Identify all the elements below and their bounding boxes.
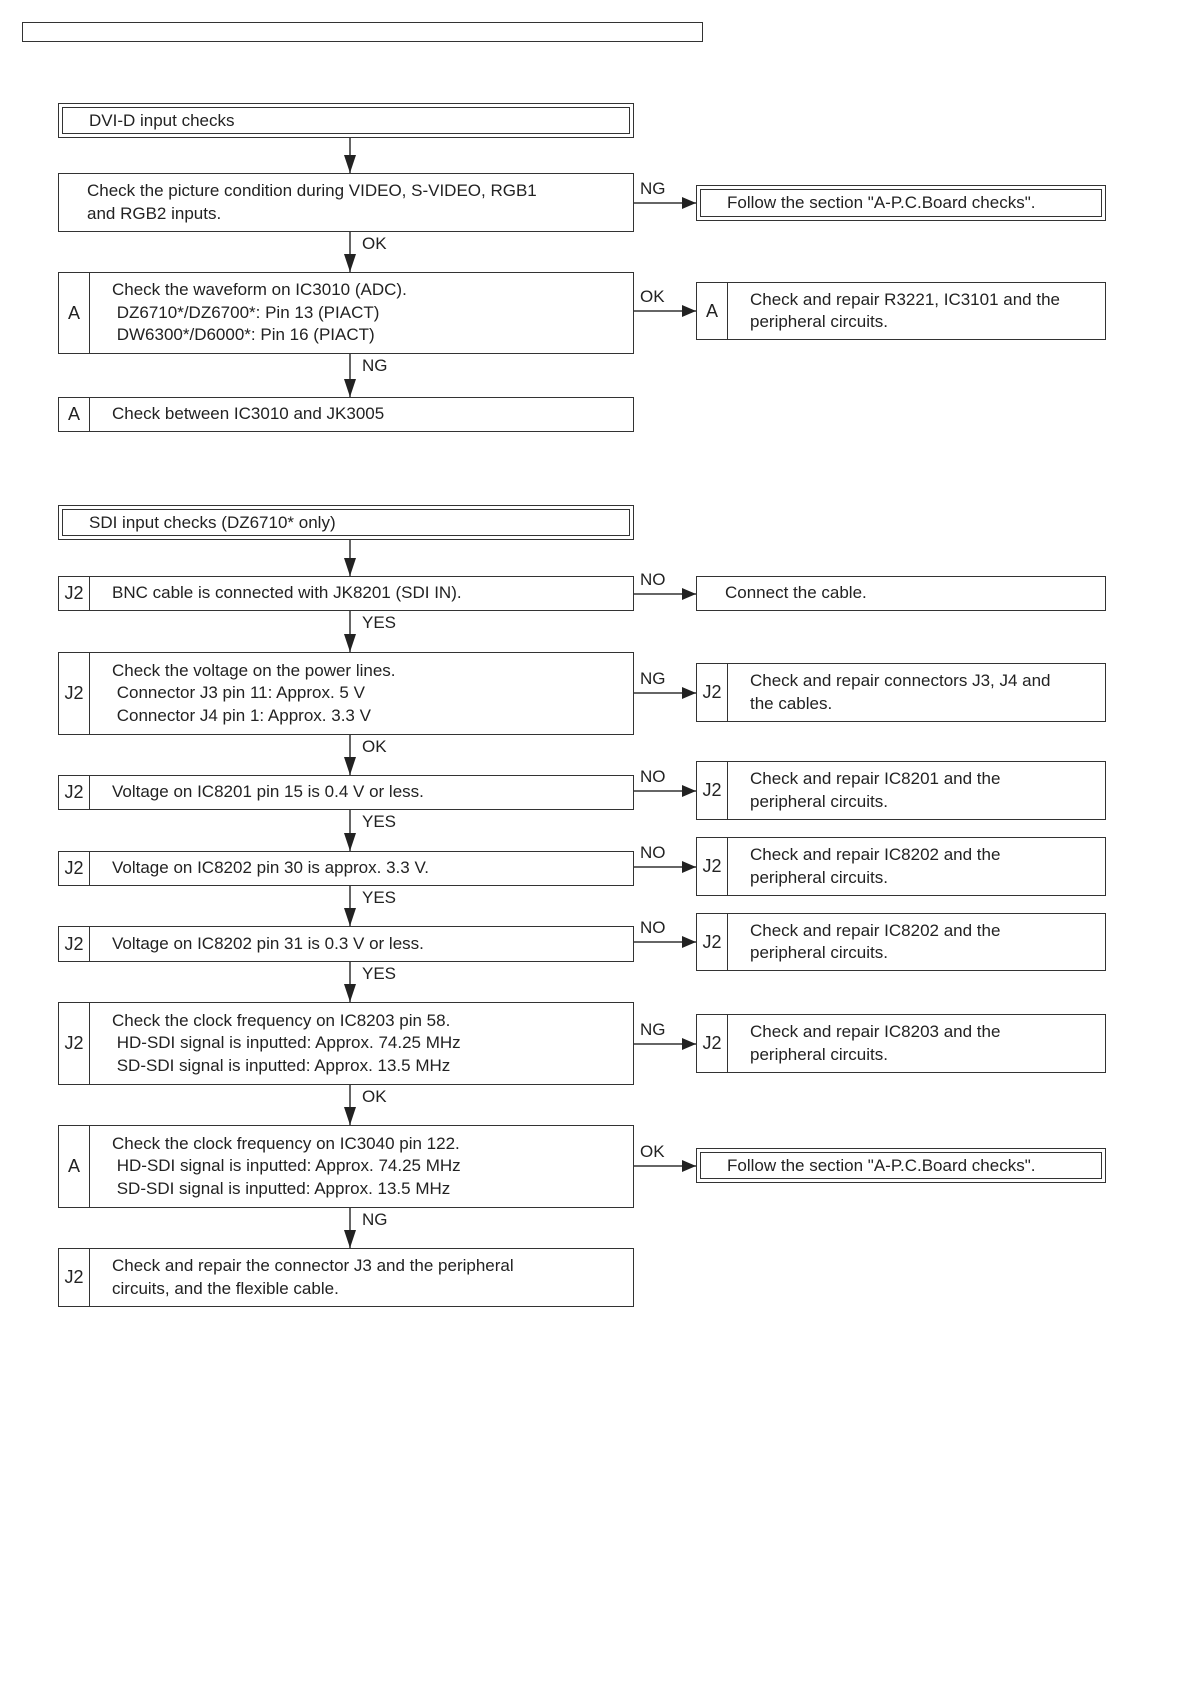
sdi-step-box: [58, 926, 634, 962]
arrow-head-icon: [682, 588, 696, 600]
box-text: BNC cable is connected with JK8201 (SDI IN).: [112, 583, 462, 603]
arrow-head-icon: [344, 1107, 356, 1125]
flow-label: YES: [362, 812, 397, 831]
flow-label: YES: [362, 613, 397, 632]
dvi-step-box: [58, 272, 634, 354]
box-text: Check and repair the connector J3 and the peripheral circuits, and the flexible cable.: [112, 1256, 514, 1298]
section-tag: J2: [697, 1015, 728, 1072]
flow-label: NG: [362, 1210, 388, 1229]
section-tag: J2: [59, 1003, 90, 1084]
flow-label: NG: [640, 1020, 666, 1039]
sdi-step-box: [58, 1125, 634, 1208]
arrow-head-icon: [682, 936, 696, 948]
dvi-branch-box: [696, 185, 1106, 221]
dvi-branch-box: [696, 282, 1106, 340]
box-text: Check and repair IC8202 and the peripheral circuits.: [750, 920, 1001, 962]
arrow-head-icon: [344, 833, 356, 851]
flow-label: OK: [362, 234, 387, 253]
flow-label: NO: [640, 767, 666, 786]
dvi-title-box: [58, 103, 634, 138]
arrow-head-icon: [682, 1038, 696, 1050]
box-text: Voltage on IC8202 pin 31 is 0.3 V or less.: [112, 933, 424, 953]
flow-label: NG: [362, 356, 388, 375]
flow-label: NO: [640, 570, 666, 589]
section-tag: A: [59, 1126, 90, 1207]
dvi-step-box: [58, 173, 634, 232]
sdi-branch-box: [696, 1014, 1106, 1073]
box-text: Follow the section "A-P.C.Board checks".: [700, 1152, 1102, 1179]
arrow-head-icon: [344, 757, 356, 775]
section-tag: J2: [59, 776, 90, 809]
flow-label: NG: [640, 669, 666, 688]
arrow-head-icon: [682, 1160, 696, 1172]
section-tag: J2: [59, 927, 90, 961]
flow-label: OK: [640, 1142, 665, 1161]
flow-label: NO: [640, 843, 666, 862]
sdi-branch-box: [696, 576, 1106, 611]
box-text: Follow the section "A-P.C.Board checks".: [700, 189, 1102, 217]
section-tag: J2: [697, 838, 728, 895]
box-text: Connect the cable.: [725, 583, 867, 603]
box-text: Check and repair IC8202 and the peripheral circuits.: [750, 845, 1001, 887]
section-tag: J2: [59, 653, 90, 734]
sdi-branch-box: [696, 837, 1106, 896]
box-text: Check and repair IC8203 and the peripheral circuits.: [750, 1022, 1001, 1064]
box-text: Check the clock frequency on IC3040 pin 122. HD-SDI signal is inputted: Approx. 74.25 MHz SD-SDI signal is inputted: Approx. 13.5 MHz: [112, 1133, 461, 1198]
sdi-branch-box: [696, 1148, 1106, 1183]
section-tag: J2: [697, 914, 728, 970]
arrow-head-icon: [344, 254, 356, 272]
arrow-head-icon: [682, 305, 696, 317]
sdi-step-box: [58, 775, 634, 810]
box-text: Check the waveform on IC3010 (ADC). DZ6710*/DZ6700*: Pin 13 (PIACT) DW6300*/D6000*: Pin 16 (PIACT): [112, 280, 407, 345]
box-text: Check the voltage on the power lines. Connector J3 pin 11: Approx. 5 V Connector J4 pin 1: Approx. 3.3 V: [112, 660, 396, 725]
flow-label: YES: [362, 964, 397, 983]
flow-label: OK: [362, 1087, 387, 1106]
sdi-step-box: [58, 851, 634, 886]
flow-label: OK: [640, 287, 665, 306]
box-text: Check and repair R3221, IC3101 and the peripheral circuits.: [750, 289, 1060, 331]
arrow-head-icon: [682, 861, 696, 873]
sdi-branch-box: [696, 663, 1106, 722]
section-tag: A: [59, 398, 90, 431]
section-title: SDI input checks (DZ6710* only): [62, 509, 630, 536]
arrow-head-icon: [682, 785, 696, 797]
arrow-head-icon: [344, 1230, 356, 1248]
arrow-head-icon: [682, 197, 696, 209]
section-title: DVI-D input checks: [62, 107, 630, 134]
section-tag: J2: [697, 664, 728, 721]
box-text: Voltage on IC8201 pin 15 is 0.4 V or less.: [112, 782, 424, 802]
box-text: Voltage on IC8202 pin 30 is approx. 3.3 V.: [112, 858, 429, 878]
sdi-title-box: [58, 505, 634, 540]
sdi-branch-box: [696, 913, 1106, 971]
section-tag: A: [59, 273, 90, 353]
arrow-head-icon: [682, 687, 696, 699]
arrow-head-icon: [344, 379, 356, 397]
sdi-step-box: [58, 576, 634, 611]
box-text: Check between IC3010 and JK3005: [112, 404, 385, 424]
section-tag: J2: [59, 852, 90, 885]
section-tag: J2: [59, 1249, 90, 1306]
flow-label: OK: [362, 737, 387, 756]
arrow-head-icon: [344, 155, 356, 173]
arrow-head-icon: [344, 908, 356, 926]
arrow-head-icon: [344, 984, 356, 1002]
box-text: Check and repair IC8201 and the peripheral circuits.: [750, 769, 1001, 811]
sdi-step-box: [58, 652, 634, 735]
flow-label: NG: [640, 179, 666, 198]
section-tag: A: [697, 283, 728, 339]
box-text: Check the clock frequency on IC8203 pin 58. HD-SDI signal is inputted: Approx. 74.25 MHz SD-SDI signal is inputted: Approx. 13.5 MHz: [112, 1010, 461, 1075]
arrow-head-icon: [344, 634, 356, 652]
sdi-branch-box: [696, 761, 1106, 820]
box-text: Check and repair connectors J3, J4 and the cables.: [750, 671, 1051, 713]
section-tag: J2: [697, 762, 728, 819]
sdi-step-box: [58, 1002, 634, 1085]
dvi-step-box: [58, 397, 634, 432]
box-text: Check the picture condition during VIDEO, S-VIDEO, RGB1 and RGB2 inputs.: [87, 181, 537, 223]
section-tag: J2: [59, 577, 90, 610]
flow-label: NO: [640, 918, 666, 937]
arrow-head-icon: [344, 558, 356, 576]
sdi-step-box: [58, 1248, 634, 1307]
flow-label: YES: [362, 888, 397, 907]
